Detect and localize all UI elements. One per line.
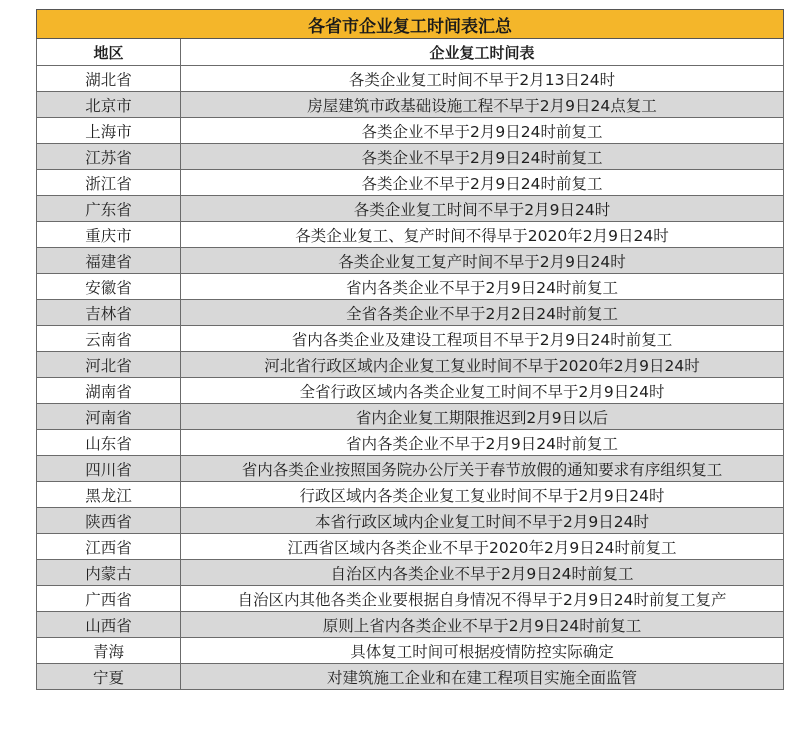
table-row xyxy=(37,144,784,170)
schedule-cell: 房屋建筑市政基础设施工程不早于2月9日24点复工 xyxy=(181,92,784,118)
region-cell: 福建省 xyxy=(37,248,181,274)
table-row xyxy=(37,326,784,352)
region-cell: 安徽省 xyxy=(37,274,181,300)
table-row xyxy=(37,92,784,118)
region-cell: 浙江省 xyxy=(37,170,181,196)
schedule-cell: 省内企业复工期限推迟到2月9日以后 xyxy=(181,404,784,430)
region-cell: 山西省 xyxy=(37,612,181,638)
table-row xyxy=(37,560,784,586)
schedule-cell: 原则上省内各类企业不早于2月9日24时前复工 xyxy=(181,612,784,638)
schedule-cell: 自治区内其他各类企业要根据自身情况不得早于2月9日24时前复工复产 xyxy=(181,586,784,612)
region-cell: 湖南省 xyxy=(37,378,181,404)
table-row xyxy=(37,456,784,482)
region-cell: 上海市 xyxy=(37,118,181,144)
region-cell: 江西省 xyxy=(37,534,181,560)
schedule-cell: 各类企业复工时间不早于2月9日24时 xyxy=(181,196,784,222)
region-cell: 河南省 xyxy=(37,404,181,430)
schedule-cell: 对建筑施工企业和在建工程项目实施全面监管 xyxy=(181,664,784,690)
schedule-cell: 自治区内各类企业不早于2月9日24时前复工 xyxy=(181,560,784,586)
schedule-cell: 各类企业不早于2月9日24时前复工 xyxy=(181,144,784,170)
region-cell: 重庆市 xyxy=(37,222,181,248)
region-cell: 北京市 xyxy=(37,92,181,118)
schedule-cell: 省内各类企业不早于2月9日24时前复工 xyxy=(181,274,784,300)
table-row xyxy=(37,508,784,534)
region-column-header: 地区 xyxy=(37,39,181,66)
region-cell: 黑龙江 xyxy=(37,482,181,508)
table-row xyxy=(37,404,784,430)
region-cell: 河北省 xyxy=(37,352,181,378)
table-row xyxy=(37,118,784,144)
table-row xyxy=(37,352,784,378)
table-row xyxy=(37,586,784,612)
schedule-cell: 全省各类企业不早于2月2日24时前复工 xyxy=(181,300,784,326)
schedule-cell: 各类企业复工时间不早于2月13日24时 xyxy=(181,66,784,92)
table-row xyxy=(37,638,784,664)
table-row xyxy=(37,248,784,274)
region-cell: 宁夏 xyxy=(37,664,181,690)
region-cell: 广东省 xyxy=(37,196,181,222)
table-row xyxy=(37,664,784,690)
title-row xyxy=(37,10,784,39)
table-body xyxy=(37,66,784,690)
table-row xyxy=(37,378,784,404)
schedule-cell: 省内各类企业按照国务院办公厅关于春节放假的通知要求有序组织复工 xyxy=(181,456,784,482)
table-row xyxy=(37,534,784,560)
table-row xyxy=(37,482,784,508)
table-row xyxy=(37,300,784,326)
schedule-cell: 行政区域内各类企业复工复业时间不早于2月9日24时 xyxy=(181,482,784,508)
schedule-cell: 具体复工时间可根据疫情防控实际确定 xyxy=(181,638,784,664)
schedule-cell: 全省行政区域内各类企业复工时间不早于2月9日24时 xyxy=(181,378,784,404)
schedule-cell: 省内各类企业及建设工程项目不早于2月9日24时前复工 xyxy=(181,326,784,352)
schedule-cell: 省内各类企业不早于2月9日24时前复工 xyxy=(181,430,784,456)
region-cell: 四川省 xyxy=(37,456,181,482)
region-cell: 云南省 xyxy=(37,326,181,352)
region-cell: 江苏省 xyxy=(37,144,181,170)
region-cell: 广西省 xyxy=(37,586,181,612)
region-cell: 吉林省 xyxy=(37,300,181,326)
schedule-cell: 各类企业复工、复产时间不得早于2020年2月9日24时 xyxy=(181,222,784,248)
region-cell: 陕西省 xyxy=(37,508,181,534)
region-cell: 内蒙古 xyxy=(37,560,181,586)
schedule-cell: 各类企业复工复产时间不早于2月9日24时 xyxy=(181,248,784,274)
table-row xyxy=(37,274,784,300)
table-row xyxy=(37,170,784,196)
table-row xyxy=(37,222,784,248)
table-row xyxy=(37,196,784,222)
table-row xyxy=(37,66,784,92)
reopening-schedule-table xyxy=(36,9,784,690)
table-row xyxy=(37,430,784,456)
schedule-cell: 各类企业不早于2月9日24时前复工 xyxy=(181,170,784,196)
table-title: 各省市企业复工时间表汇总 xyxy=(37,10,784,39)
region-cell: 山东省 xyxy=(37,430,181,456)
region-cell: 青海 xyxy=(37,638,181,664)
schedule-cell: 河北省行政区域内企业复工复业时间不早于2020年2月9日24时 xyxy=(181,352,784,378)
schedule-cell: 江西省区域内各类企业不早于2020年2月9日24时前复工 xyxy=(181,534,784,560)
schedule-cell: 本省行政区域内企业复工时间不早于2月9日24时 xyxy=(181,508,784,534)
schedule-column-header: 企业复工时间表 xyxy=(181,39,784,66)
region-cell: 湖北省 xyxy=(37,66,181,92)
header-row xyxy=(37,39,784,66)
schedule-cell: 各类企业不早于2月9日24时前复工 xyxy=(181,118,784,144)
table-row xyxy=(37,612,784,638)
